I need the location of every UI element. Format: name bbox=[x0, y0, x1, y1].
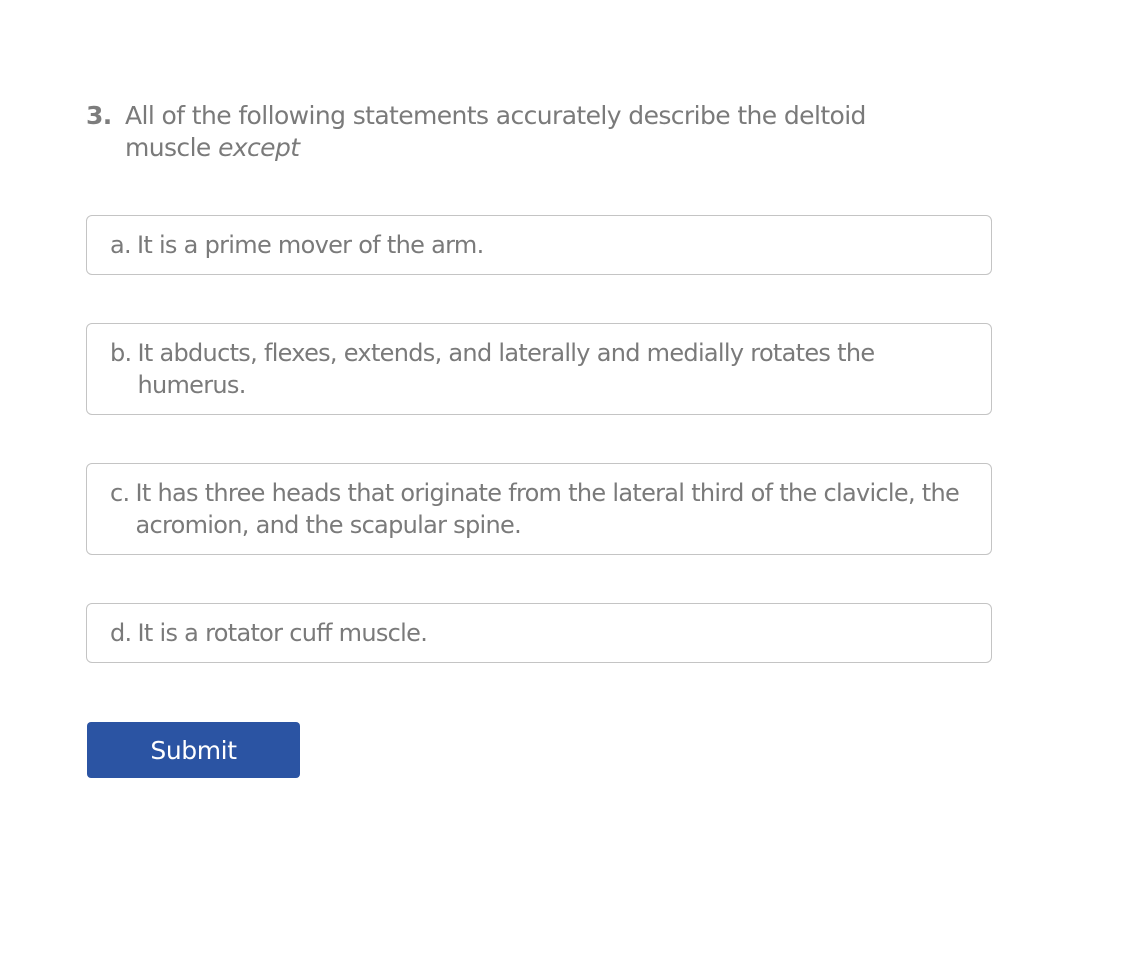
option-letter: d. bbox=[110, 619, 132, 647]
answer-option-b[interactable] bbox=[86, 323, 992, 415]
option-text: It is a prime mover of the arm. bbox=[136, 231, 484, 259]
option-letter: b. bbox=[110, 339, 132, 367]
option-letter: a. bbox=[110, 231, 131, 259]
submit-button[interactable]: Submit bbox=[87, 722, 300, 778]
answer-option-d[interactable] bbox=[86, 603, 992, 663]
question-text: All of the following statements accurately describe the deltoid muscle bbox=[125, 101, 866, 162]
question-text-wrapper bbox=[125, 100, 882, 164]
option-text: It has three heads that originate from the lateral third of the clavicle, the acromion, and the scapular spine. bbox=[135, 479, 960, 539]
option-text: It abducts, flexes, extends, and laterally and medially rotates the humerus. bbox=[137, 339, 875, 399]
question-number: 3. bbox=[86, 101, 112, 130]
answer-option-a[interactable] bbox=[86, 215, 992, 275]
question bbox=[86, 100, 882, 164]
answer-options bbox=[86, 215, 992, 663]
quiz-container bbox=[86, 100, 992, 663]
question-emphasis: except bbox=[218, 133, 300, 162]
option-letter: c. bbox=[110, 479, 130, 507]
answer-option-c[interactable] bbox=[86, 463, 992, 555]
option-text: It is a rotator cuff muscle. bbox=[137, 619, 428, 647]
